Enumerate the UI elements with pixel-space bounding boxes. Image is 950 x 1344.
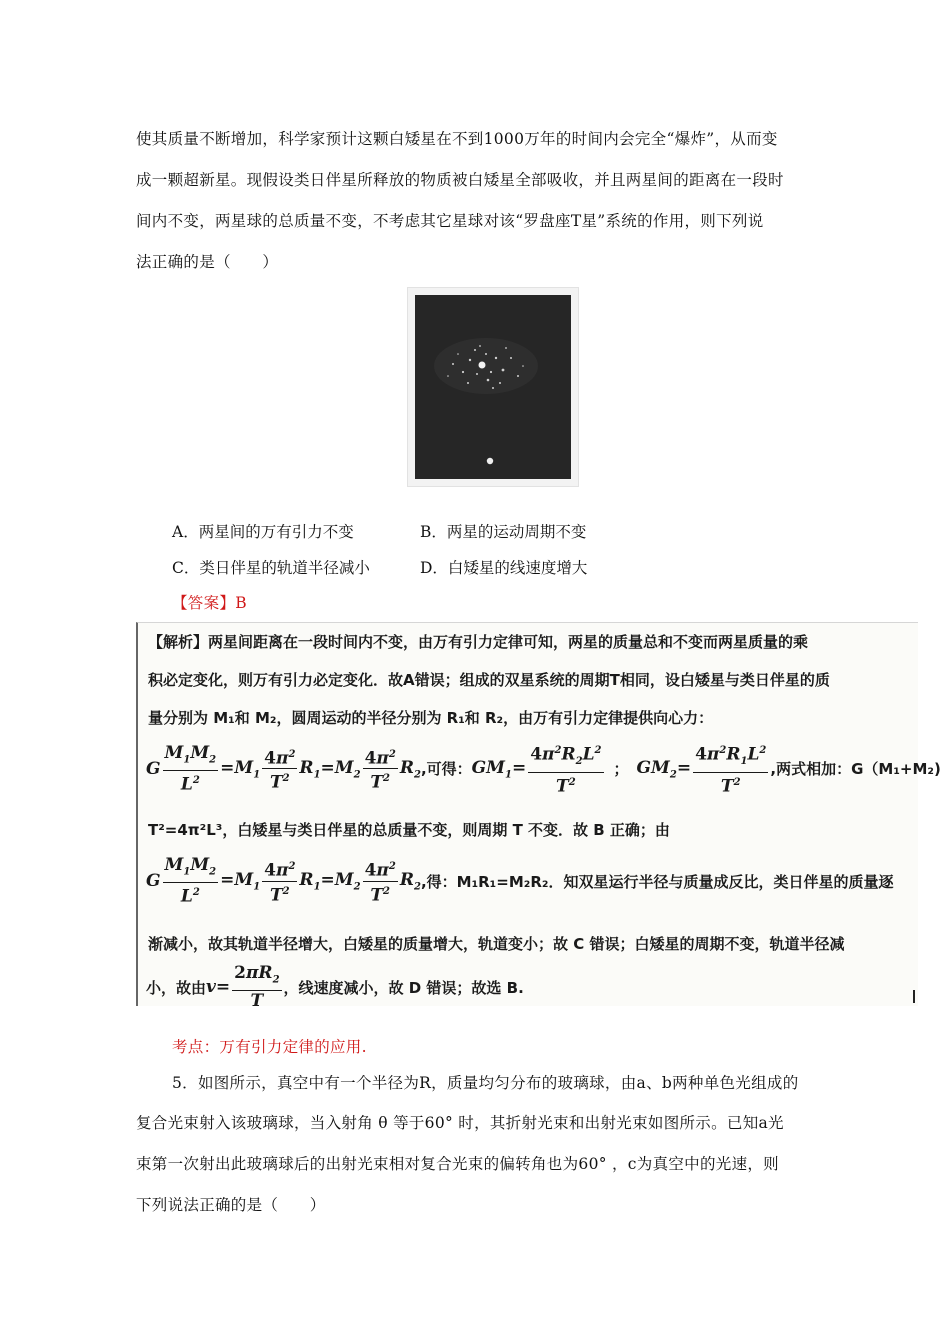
formula-row-3: 小，故由 v= $\frac{2\pi R_2}{T}$ ，线速度减小，故 D 错误；故选 B. <box>146 963 524 1012</box>
analysis-line-1: 【解析】两星间距离在一段时间内不变，由万有引力定律可知，两星的质量总和不变而两星质量的乘 <box>148 633 809 651</box>
option-d: D．白矮星的线速度增大 <box>420 559 588 577</box>
formula3-pre-text: 小，故由 <box>146 978 207 997</box>
analysis-line-3: 量分别为 M₁和 M₂，圆周运动的半径分别为 R₁和 R₂，由万有引力定律提供向心力： <box>148 709 714 727</box>
question5-line-2: 复合光束射入该玻璃球，当入射角 θ 等于60° 时，其折射光束和出射光束如图所示。已知a光 <box>136 1114 784 1132</box>
formula1-separator: ； <box>613 760 629 779</box>
kaodian-label: 考点：万有引力定律的应用. <box>172 1038 367 1056</box>
analysis-box <box>136 622 941 1012</box>
question4-line-4: 法正确的是（ ） <box>136 253 279 271</box>
question5-line-3: 束第一次射出此玻璃球后的出射光束相对复合光束的偏转角也为60° ，c为真空中的光速，则 <box>136 1155 779 1173</box>
formula3-post-text: ，线速度减小，故 D 错误；故选 B. <box>283 978 524 997</box>
text-cursor-mark <box>913 990 915 1003</box>
white-dwarf-photo <box>407 287 579 487</box>
formula1-tail-text: ,两式相加：G（M₁+M₂) <box>770 760 941 779</box>
option-a: A．两星间的万有引力不变 <box>172 523 354 541</box>
question4-line-2: 成一颗超新星。现假设类日伴星所释放的物质被白矮星全部吸收，并且两星间的距离在一段时 <box>136 171 784 189</box>
formula1-mid-text: ,可得： <box>420 760 472 779</box>
option-c: C．类日伴星的轨道半径减小 <box>172 559 370 577</box>
question4-line-1: 使其质量不断增加，科学家预计这颗白矮星在不到1000万年的时间内会完全“爆炸”，从而变 <box>136 130 778 148</box>
analysis-line-2: 积必定变化，则万有引力必定变化．故A错误；组成的双星系统的周期T相同，设白矮星与类日伴星的质 <box>148 671 830 689</box>
question5-line-4: 下列说法正确的是（ ） <box>136 1196 326 1214</box>
formula-row-2: G $\frac{M_1M_2}{L^2}$ $=M_1$ $\frac{4\pi^2}{T^2}$ $R_1=M_2$ $\frac{4\pi^2}{T^2}$ $R_2$ ,得：M₁R₁=M₂R₂．知双星运行半径与质量成反比，类日伴星的质量逐 <box>146 855 894 908</box>
analysis-line-5: T²=4π²L³，白矮星与类日伴星的总质量不变，则周期 T 不变．故 B 正确；由 <box>148 821 670 839</box>
formula-row-1: G $\frac{M_1M_2}{L^2}$ $=M_1$ $\frac{4\pi^2}{T^2}$ $R_1=M_2$ $\frac{4\pi^2}{T^2}$ $R_2$ ,可得： $GM_1=$ $\frac{4\pi^2R_2L^2}{T^2}$ ； $GM_2=$ $\frac{4\pi^2R_1L^2}{T^2}$ ,两式相加：G（M₁+M₂) <box>146 742 941 797</box>
option-b: B．两星的运动周期不变 <box>420 523 587 541</box>
formula2-tail-text: ,得：M₁R₁=M₂R₂．知双星运行半径与质量成反比，类日伴星的质量逐 <box>420 872 894 891</box>
analysis-line-7: 渐减小，故其轨道半径增大，白矮星的质量增大，轨道变小；故 C 错误；白矮星的周期不变，轨道半径减 <box>148 935 845 953</box>
answer-label: 【答案】B <box>172 594 247 612</box>
question5-line-1: 5．如图所示，真空中有一个半径为R，质量均匀分布的玻璃球，由a、b两种单色光组成的 <box>172 1074 799 1092</box>
question4-line-3: 间内不变，两星球的总质量不变，不考虑其它星球对该“罗盘座T星”系统的作用，则下列说 <box>136 212 764 230</box>
